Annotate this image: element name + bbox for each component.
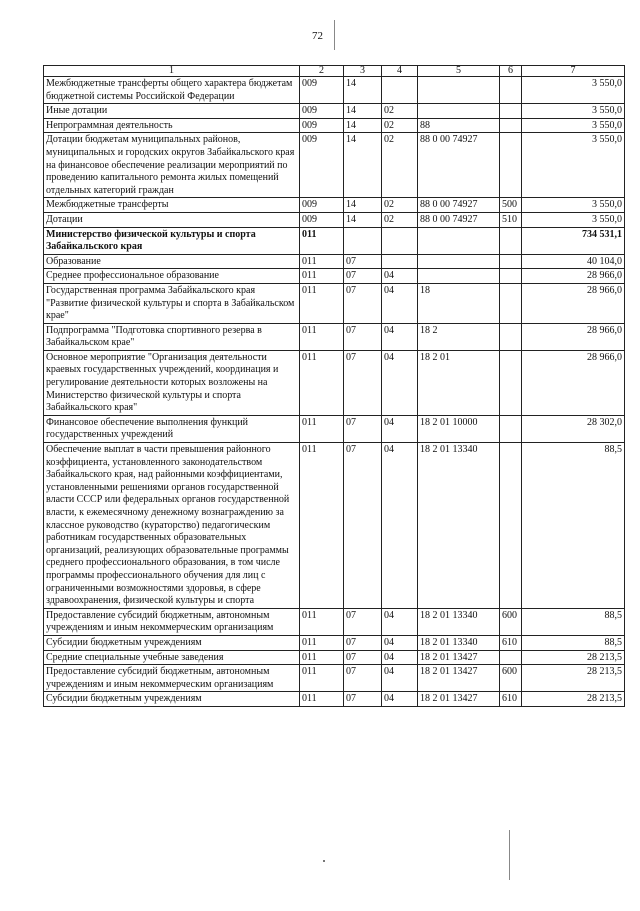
- cell-subsection-code: 04: [382, 608, 418, 635]
- cell-name: Иные дотации: [44, 104, 300, 119]
- cell-name: Государственная программа Забайкальского края "Развитие физической культуры и спорта в Забайкальском крае": [44, 283, 300, 323]
- cell-department-code: 011: [300, 350, 344, 415]
- cell-target-article: 18 2 01 13340: [418, 608, 500, 635]
- cell-subsection-code: 04: [382, 415, 418, 442]
- cell-expense-type: [500, 118, 522, 133]
- table-row: [44, 227, 625, 254]
- cell-expense-type: [500, 227, 522, 254]
- cell-name: Среднее профессиональное образование: [44, 269, 300, 284]
- cell-expense-type: 610: [500, 635, 522, 650]
- cell-department-code: 011: [300, 443, 344, 609]
- cell-expense-type: 500: [500, 198, 522, 213]
- cell-section-code: 14: [344, 77, 382, 104]
- cell-name: Средние специальные учебные заведения: [44, 650, 300, 665]
- cell-subsection-code: 02: [382, 118, 418, 133]
- cell-target-article: 88 0 00 74927: [418, 212, 500, 227]
- cell-amount: 28 966,0: [522, 269, 625, 284]
- header-cell: 3: [344, 66, 382, 77]
- cell-amount: 28 213,5: [522, 665, 625, 692]
- cell-section-code: 07: [344, 443, 382, 609]
- table-row: [44, 692, 625, 707]
- cell-section-code: 07: [344, 350, 382, 415]
- cell-subsection-code: 04: [382, 443, 418, 609]
- cell-amount: 734 531,1: [522, 227, 625, 254]
- cell-section-code: 07: [344, 323, 382, 350]
- scan-dot-artifact: [323, 860, 325, 862]
- cell-section-code: 14: [344, 133, 382, 198]
- cell-amount: 40 104,0: [522, 254, 625, 269]
- header-cell: 6: [500, 66, 522, 77]
- table-row: [44, 104, 625, 119]
- cell-target-article: 18 2 01 13340: [418, 635, 500, 650]
- cell-section-code: 14: [344, 198, 382, 213]
- cell-subsection-code: [382, 254, 418, 269]
- cell-amount: 3 550,0: [522, 77, 625, 104]
- cell-section-code: 07: [344, 283, 382, 323]
- cell-amount: 28 966,0: [522, 350, 625, 415]
- cell-target-article: 88 0 00 74927: [418, 198, 500, 213]
- cell-expense-type: [500, 104, 522, 119]
- cell-subsection-code: 04: [382, 650, 418, 665]
- table-row: [44, 350, 625, 415]
- cell-amount: 88,5: [522, 608, 625, 635]
- cell-target-article: 88: [418, 118, 500, 133]
- table-row: [44, 608, 625, 635]
- cell-name: Предоставление субсидий бюджетным, автономным учреждениям и иным некоммерческим организациям: [44, 665, 300, 692]
- cell-section-code: 07: [344, 665, 382, 692]
- cell-department-code: 009: [300, 133, 344, 198]
- cell-subsection-code: 04: [382, 635, 418, 650]
- table-row: [44, 198, 625, 213]
- cell-subsection-code: 04: [382, 350, 418, 415]
- cell-amount: 3 550,0: [522, 212, 625, 227]
- header-cell: 1: [44, 66, 300, 77]
- cell-section-code: 07: [344, 635, 382, 650]
- cell-department-code: 011: [300, 269, 344, 284]
- cell-name: Дотации бюджетам муниципальных районов, муниципальных и городских округов Забайкальского края на финансовое обеспечение реализации мероприятий по проведению капитального ремонта жилых помещений отдельных категорий граждан: [44, 133, 300, 198]
- cell-name: Подпрограмма "Подготовка спортивного резерва в Забайкальском крае": [44, 323, 300, 350]
- cell-section-code: 14: [344, 212, 382, 227]
- cell-target-article: [418, 227, 500, 254]
- cell-section-code: 07: [344, 650, 382, 665]
- cell-department-code: 011: [300, 323, 344, 350]
- cell-expense-type: [500, 269, 522, 284]
- table-row: [44, 635, 625, 650]
- cell-subsection-code: 02: [382, 198, 418, 213]
- cell-name: Обеспечение выплат в части превышения районного коэффициента, установленного законодательством Забайкальского края, над районными коэффициентами, установленными решениями органов государственной власти СССР или федеральных органов государственной власти, к ежемесячному денежному вознаграждению за классное руководство (кураторство) педагогическим работникам государственных образовательных организаций, реализующих образовательные программы среднего профессионального образования, в том числе программы профессионального обучения для лиц с ограниченными возможностями здоровья, в сфере здравоохранения, физической культуры и спорта: [44, 443, 300, 609]
- cell-expense-type: [500, 650, 522, 665]
- table-row: [44, 212, 625, 227]
- cell-department-code: 011: [300, 254, 344, 269]
- cell-department-code: 009: [300, 77, 344, 104]
- cell-amount: 28 966,0: [522, 323, 625, 350]
- cell-department-code: 011: [300, 227, 344, 254]
- cell-amount: 3 550,0: [522, 118, 625, 133]
- table-row: [44, 118, 625, 133]
- cell-section-code: 07: [344, 254, 382, 269]
- cell-name: Предоставление субсидий бюджетным, автономным учреждениям и иным некоммерческим организациям: [44, 608, 300, 635]
- cell-expense-type: 510: [500, 212, 522, 227]
- cell-expense-type: [500, 283, 522, 323]
- cell-section-code: 07: [344, 415, 382, 442]
- cell-name: Образование: [44, 254, 300, 269]
- cell-amount: 28 302,0: [522, 415, 625, 442]
- cell-name: Непрограммная деятельность: [44, 118, 300, 133]
- cell-subsection-code: 04: [382, 692, 418, 707]
- cell-section-code: 14: [344, 118, 382, 133]
- table-row: [44, 443, 625, 609]
- header-cell: 5: [418, 66, 500, 77]
- header-cell: 4: [382, 66, 418, 77]
- cell-expense-type: 610: [500, 692, 522, 707]
- cell-target-article: 18 2 01 13427: [418, 650, 500, 665]
- cell-target-article: 18 2 01 10000: [418, 415, 500, 442]
- cell-subsection-code: 04: [382, 665, 418, 692]
- table-header-row: [44, 66, 625, 77]
- cell-subsection-code: [382, 77, 418, 104]
- cell-name: Межбюджетные трансферты: [44, 198, 300, 213]
- cell-subsection-code: [382, 227, 418, 254]
- cell-amount: 88,5: [522, 635, 625, 650]
- cell-department-code: 011: [300, 692, 344, 707]
- cell-department-code: 011: [300, 665, 344, 692]
- table-row: [44, 665, 625, 692]
- cell-expense-type: [500, 443, 522, 609]
- cell-target-article: 18: [418, 283, 500, 323]
- cell-target-article: [418, 104, 500, 119]
- cell-amount: 28 213,5: [522, 650, 625, 665]
- cell-section-code: 07: [344, 269, 382, 284]
- page-number: 72: [312, 30, 323, 42]
- cell-expense-type: [500, 415, 522, 442]
- header-cell: 2: [300, 66, 344, 77]
- cell-subsection-code: 04: [382, 323, 418, 350]
- cell-target-article: [418, 77, 500, 104]
- cell-department-code: 011: [300, 650, 344, 665]
- cell-department-code: 011: [300, 635, 344, 650]
- scan-line-artifact: [334, 20, 335, 50]
- cell-amount: 28 966,0: [522, 283, 625, 323]
- budget-table: [43, 65, 625, 707]
- table-row: [44, 283, 625, 323]
- cell-expense-type: [500, 77, 522, 104]
- table-row: [44, 415, 625, 442]
- cell-amount: 88,5: [522, 443, 625, 609]
- scan-line-artifact: [509, 830, 510, 880]
- cell-department-code: 009: [300, 198, 344, 213]
- cell-expense-type: [500, 323, 522, 350]
- cell-target-article: [418, 254, 500, 269]
- table-row: [44, 650, 625, 665]
- cell-amount: 28 213,5: [522, 692, 625, 707]
- cell-amount: 3 550,0: [522, 133, 625, 198]
- cell-name: Субсидии бюджетным учреждениям: [44, 635, 300, 650]
- table-row: [44, 77, 625, 104]
- cell-amount: 3 550,0: [522, 198, 625, 213]
- cell-section-code: [344, 227, 382, 254]
- cell-subsection-code: 04: [382, 283, 418, 323]
- cell-name: Финансовое обеспечение выполнения функций государственных учреждений: [44, 415, 300, 442]
- cell-department-code: 009: [300, 212, 344, 227]
- cell-department-code: 011: [300, 415, 344, 442]
- cell-section-code: 07: [344, 608, 382, 635]
- cell-expense-type: [500, 133, 522, 198]
- cell-subsection-code: 02: [382, 104, 418, 119]
- cell-amount: 3 550,0: [522, 104, 625, 119]
- cell-name: Межбюджетные трансферты общего характера бюджетам бюджетной системы Российской Федерации: [44, 77, 300, 104]
- cell-target-article: 18 2: [418, 323, 500, 350]
- cell-target-article: 18 2 01: [418, 350, 500, 415]
- cell-department-code: 009: [300, 104, 344, 119]
- cell-subsection-code: 04: [382, 269, 418, 284]
- cell-name: Основное мероприятие "Организация деятельности краевых государственных учреждений, координация и регулирование деятельности которых возложены на Министерство физической культуры и спорта Забайкальского края": [44, 350, 300, 415]
- cell-subsection-code: 02: [382, 212, 418, 227]
- cell-name: Дотации: [44, 212, 300, 227]
- cell-target-article: 18 2 01 13427: [418, 692, 500, 707]
- cell-section-code: 07: [344, 692, 382, 707]
- table-row: [44, 269, 625, 284]
- cell-expense-type: [500, 350, 522, 415]
- cell-department-code: 011: [300, 608, 344, 635]
- cell-subsection-code: 02: [382, 133, 418, 198]
- cell-target-article: 88 0 00 74927: [418, 133, 500, 198]
- table-row: [44, 254, 625, 269]
- table-row: [44, 133, 625, 198]
- cell-department-code: 009: [300, 118, 344, 133]
- table-row: [44, 323, 625, 350]
- cell-section-code: 14: [344, 104, 382, 119]
- cell-expense-type: 600: [500, 665, 522, 692]
- cell-expense-type: [500, 254, 522, 269]
- header-cell: 7: [522, 66, 625, 77]
- cell-department-code: 011: [300, 283, 344, 323]
- cell-target-article: 18 2 01 13427: [418, 665, 500, 692]
- cell-name: Министерство физической культуры и спорта Забайкальского края: [44, 227, 300, 254]
- cell-target-article: 18 2 01 13340: [418, 443, 500, 609]
- cell-target-article: [418, 269, 500, 284]
- cell-expense-type: 600: [500, 608, 522, 635]
- cell-name: Субсидии бюджетным учреждениям: [44, 692, 300, 707]
